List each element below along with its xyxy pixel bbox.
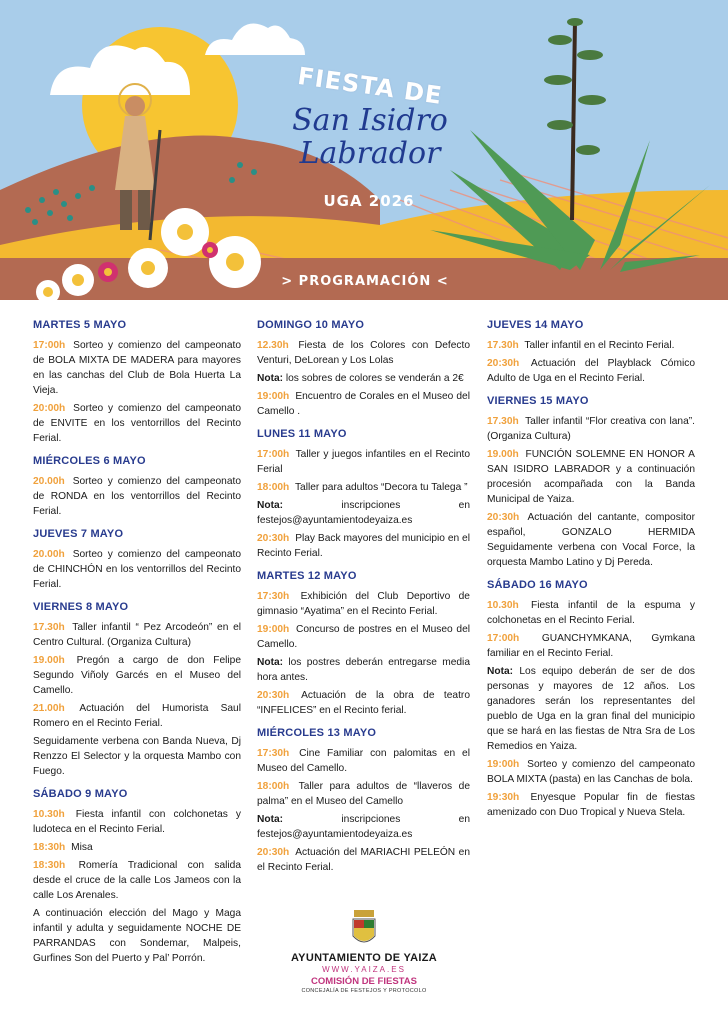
title-line-san-isidro: San Isidro: [292, 103, 448, 138]
event-text: Taller y juegos infantiles en el Recinto Ferial: [257, 449, 470, 475]
event-text: Taller infantil “Flor creativa con lana”. (Organiza Cultura): [487, 416, 695, 442]
schedule-event: [33, 734, 241, 779]
day-heading: SÁBADO 9 MAYO: [33, 788, 128, 800]
event-time: 17.30h: [487, 340, 519, 351]
event-text: Taller para adultos “Decora tu Talega ”: [294, 482, 468, 493]
event-text: Sorteo y comienzo del campeonato de RONDA en los ventorrillos del Recinto Ferial.: [33, 476, 241, 517]
event-text: Actuación del Playblack Cómico Adulto de Uga en el Recinto Ferial.: [487, 358, 695, 384]
note-label: Nota:: [257, 500, 284, 511]
event-text: Sorteo y comienzo del campeonato BOLA MIXTA (pasta) en las Canchas de bola.: [487, 759, 695, 785]
schedule-event: [33, 840, 241, 855]
note-label: Nota:: [257, 657, 284, 668]
event-time: 17:00h: [487, 633, 520, 644]
event-text: inscripciones en festejos@ayuntamientodeyaiza.es: [257, 814, 470, 840]
schedule-event: [257, 779, 470, 809]
website-text: WWW.YAIZA.ES: [322, 965, 406, 974]
day-heading: LUNES 11 MAYO: [257, 428, 347, 440]
event-time: 17.30h: [487, 416, 519, 427]
event-text: Actuación del MARIACHI PELEÓN en el Recinto Ferial.: [257, 847, 470, 873]
ayuntamiento-name: AYUNTAMIENTO DE YAIZA: [290, 952, 438, 964]
event-time: 19:00h: [487, 759, 520, 770]
event-text: Actuación del Humorista Saul Romero en el Recinto Ferial.: [33, 703, 241, 729]
event-time: 19.00h: [33, 655, 65, 666]
footer: [264, 900, 464, 1024]
schedule-column-3: [487, 318, 695, 823]
event-text: Concurso de postres en el Museo del Camello.: [257, 624, 470, 650]
note-label: Nota:: [257, 814, 284, 825]
schedule-event: [33, 858, 241, 903]
schedule-event: [487, 338, 695, 353]
day-heading: VIERNES 8 MAYO: [33, 601, 129, 613]
program-schedule: [0, 300, 728, 964]
day-heading: VIERNES 15 MAYO: [487, 395, 589, 407]
note-label: Nota:: [257, 373, 284, 384]
schedule-event: [33, 620, 241, 650]
schedule-event: [33, 547, 241, 592]
event-text: GUANCHYMKANA, Gymkana familiar en el Recinto Ferial.: [487, 633, 695, 659]
event-text: Los equipo deberán de ser de dos personas y mayores de 12 años. Los ganadores serán los representantes del pueblo de Uga en la gran final del municipio que se hará en las fiestas de Ntra Sra de Los Remedios en Yaiza.: [487, 666, 695, 752]
day-heading: JUEVES 14 MAYO: [487, 319, 584, 331]
yaiza-crest-icon: [349, 908, 379, 950]
event-text: Enyesque Popular fin de fiestas amenizado con Duo Tropical y Nueva Stela.: [487, 792, 695, 818]
day-heading: DOMINGO 10 MAYO: [257, 319, 365, 331]
event-text: Actuación del cantante, compositor español, GONZALO HERMIDA Seguidamente verbena con Vocal Force, la orquesta Mambo Latino y Dj Pereda.: [487, 512, 695, 568]
schedule-event: [487, 598, 695, 628]
event-time: 20.00h: [33, 549, 65, 560]
event-text: los sobres de colores se venderán a 2€: [285, 373, 464, 384]
day-heading: MIÉRCOLES 13 MAYO: [257, 727, 377, 739]
comision-de-fiestas: COMISIÓN DE FIESTAS: [311, 976, 417, 987]
schedule-note: [257, 655, 470, 685]
event-text: Play Back mayores del municipio en el Recinto Ferial.: [257, 533, 470, 559]
event-time: 17:00h: [33, 340, 66, 351]
poster-header: [0, 0, 728, 300]
event-text: Fiesta de los Colores con Defecto Venturi, DeLorean y Los Lolas: [257, 340, 470, 366]
event-time: 20:00h: [33, 403, 66, 414]
schedule-event: [257, 845, 470, 875]
event-text: Actuación de la obra de teatro “INFELICES” en el Recinto ferial.: [257, 690, 470, 716]
event-text: Exhibición del Club Deportivo de gimnasio “Ayatima” en el Recinto Ferial.: [257, 591, 470, 617]
event-text: Fiesta infantil con colchonetas y ludoteca en el Recinto Ferial.: [33, 809, 241, 835]
day-heading: MARTES 12 MAYO: [257, 570, 357, 582]
schedule-note: [257, 812, 470, 842]
schedule-event: [257, 480, 470, 495]
schedule-event: [257, 688, 470, 718]
event-time: 17:00h: [257, 449, 290, 460]
schedule-note: [257, 371, 470, 386]
schedule-event: [257, 338, 470, 368]
event-time: 19:00h: [257, 391, 290, 402]
event-text: Taller para adultos de “llaveros de palma” en el Museo del Camello: [257, 781, 470, 807]
schedule-note: [487, 664, 695, 754]
subtitle-uga-2026: UGA 2026: [323, 192, 415, 210]
event-time: 20:30h: [257, 847, 290, 858]
schedule-event: [487, 790, 695, 820]
event-text: Romería Tradicional con salida desde el cruce de la calle Los Jameos con la calle Los Arenales.: [33, 860, 241, 901]
event-text: Taller infantil “ Pez Arcodeón” en el Centro Cultural. (Organiza Cultura): [33, 622, 242, 648]
schedule-event: [487, 356, 695, 386]
day-heading: JUEVES 7 MAYO: [33, 528, 124, 540]
schedule-event: [257, 389, 470, 419]
schedule-event: [33, 474, 241, 519]
event-time: 10.30h: [487, 600, 519, 611]
schedule-event: [487, 414, 695, 444]
event-time: 17.30h: [33, 622, 65, 633]
day-heading: SÁBADO 16 MAYO: [487, 579, 588, 591]
event-time: 10.30h: [33, 809, 65, 820]
schedule-event: [487, 757, 695, 787]
event-time: 17:30h: [257, 748, 290, 759]
programacion-heading: > PROGRAMACIÓN <: [281, 274, 449, 289]
event-text: Taller infantil en el Recinto Ferial.: [524, 340, 675, 351]
event-time: 21.00h: [33, 703, 65, 714]
day-heading: MARTES 5 MAYO: [33, 319, 127, 331]
note-label: Nota:: [487, 666, 514, 677]
event-text: los postres deberán entregarse media hora antes.: [257, 657, 470, 683]
event-time: 18:30h: [33, 842, 66, 853]
schedule-event: [257, 589, 470, 619]
day-heading: MIÉRCOLES 6 MAYO: [33, 455, 146, 467]
event-time: 20:30h: [257, 533, 290, 544]
schedule-event: [33, 906, 241, 966]
event-time: 18:00h: [257, 482, 290, 493]
schedule-event: [487, 631, 695, 661]
event-time: 19:00h: [257, 624, 290, 635]
schedule-event: [257, 622, 470, 652]
schedule-event: [33, 807, 241, 837]
event-text: Sorteo y comienzo del campeonato de BOLA MIXTA DE MADERA para mayores en las canchas del Club de Bola Huerta La Vieja.: [33, 340, 241, 396]
event-time: 20:30h: [257, 690, 290, 701]
event-text: inscripciones en festejos@ayuntamientodeyaiza.es: [257, 500, 470, 526]
event-time: 12.30h: [257, 340, 289, 351]
event-time: 19:30h: [487, 792, 520, 803]
event-text: Fiesta infantil de la espuma y colchonetas en el Recinto Ferial.: [487, 600, 695, 626]
title-fiesta-de: FIESTA DE: [295, 61, 445, 111]
event-time: 17:30h: [257, 591, 290, 602]
event-text: Misa: [71, 842, 93, 853]
title-san-isidro-labrador: [285, 104, 455, 170]
event-text: Encuentro de Corales en el Museo del Camello .: [257, 391, 470, 417]
event-time: 19.00h: [487, 449, 519, 460]
schedule-event: [257, 447, 470, 477]
event-text: Sorteo y comienzo del campeonato de CHINCHÓN en los ventorrillos del Recinto Ferial.: [33, 549, 241, 590]
event-time: 20:30h: [487, 358, 520, 369]
title-line-labrador: Labrador: [299, 136, 441, 171]
event-time: 18:00h: [257, 781, 290, 792]
schedule-event: [257, 531, 470, 561]
schedule-event: [33, 338, 241, 398]
schedule-event: [257, 746, 470, 776]
event-time: 20.00h: [33, 476, 65, 487]
schedule-event: [487, 447, 695, 507]
schedule-column-2: [257, 318, 470, 878]
event-time: 20:30h: [487, 512, 520, 523]
schedule-event: [487, 510, 695, 570]
event-time: 18:30h: [33, 860, 66, 871]
event-text: A continuación elección del Mago y Maga infantil y adulta y seguidamente NOCHE DE PARRANDAS con Sondemar, Malpeis, Gurfines Son del Puerto y Pal’ Porrón.: [33, 908, 241, 964]
schedule-column-1: [33, 318, 241, 969]
concejalia-text: CONCEJALÍA DE FESTEJOS Y PROTOCOLO: [301, 988, 427, 994]
schedule-note: [257, 498, 470, 528]
schedule-event: [33, 401, 241, 446]
event-text: FUNCIÓN SOLEMNE EN HONOR A SAN ISIDRO LABRADOR y a continuación procesión acompañada con la Banda Municipal de Yaiza.: [487, 449, 695, 505]
event-text: Seguidamente verbena con Banda Nueva, Dj Renzzo El Selector y la orquesta Mambo con Fuego.: [33, 736, 241, 777]
event-text: Sorteo y comienzo del campeonato de ENVITE en los ventorrillos del Recinto Ferial.: [33, 403, 241, 444]
event-text: Pregón a cargo de don Felipe Segundo Viñoly Garcés en el Museo del Camello.: [33, 655, 241, 696]
schedule-event: [33, 653, 241, 698]
schedule-event: [33, 701, 241, 731]
event-text: Cine Familiar con palomitas en el Museo del Camello.: [257, 748, 470, 774]
